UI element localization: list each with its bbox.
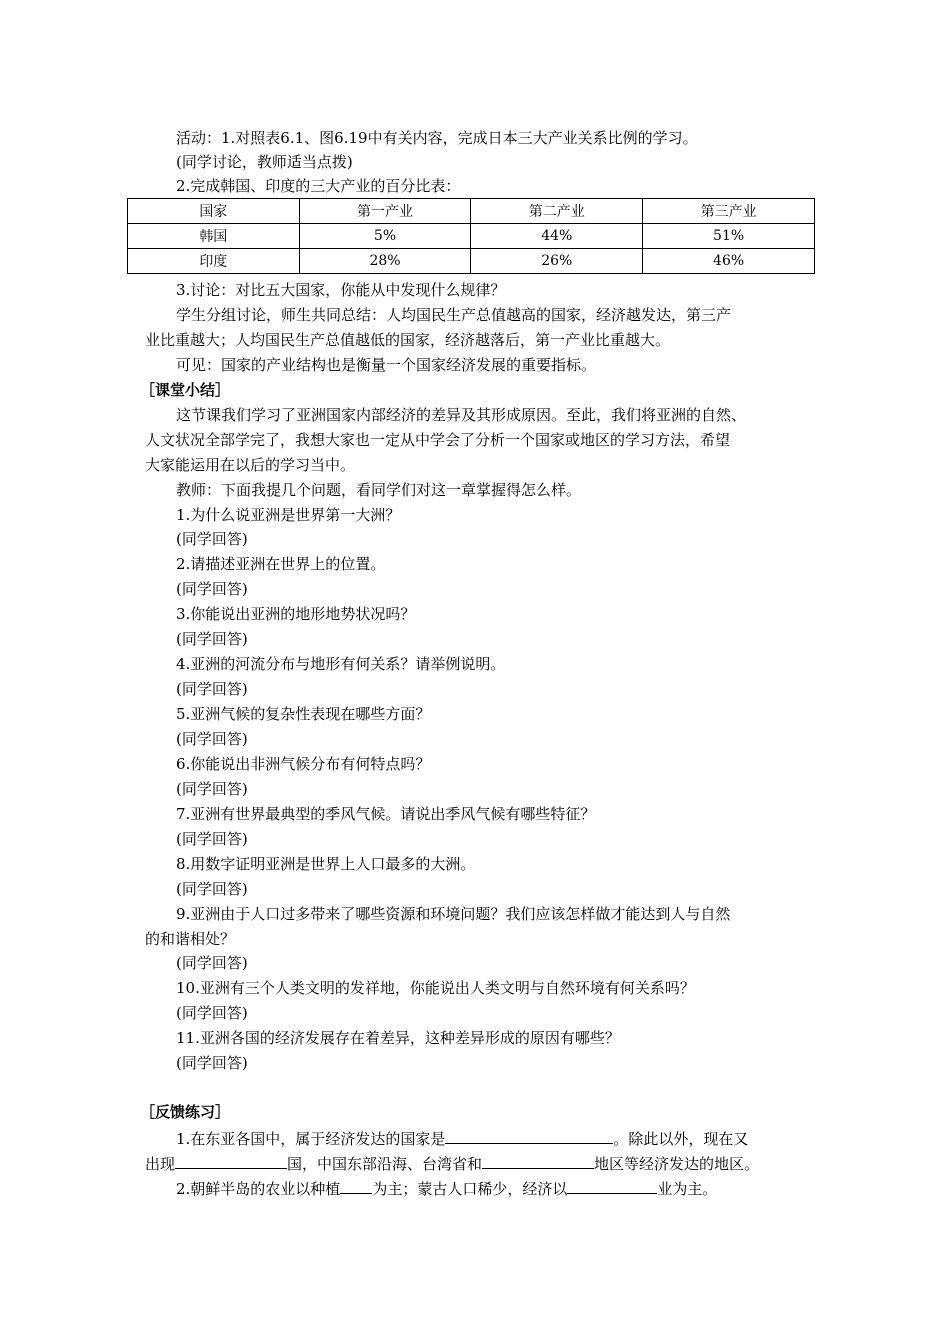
exercise-text: 为主；蒙古人口稀少，经济以 xyxy=(372,1180,568,1198)
table-header-cell: 第一产业 xyxy=(299,199,471,224)
table-cell: 5% xyxy=(299,224,471,249)
section-heading-feedback: ［反馈练习］ xyxy=(140,1103,231,1121)
table-row xyxy=(128,224,815,249)
question-6: 6.你能说出非洲气候分布有何特点吗？ xyxy=(176,755,431,773)
question-8: 8.用数字证明亚洲是世界上人口最多的大洲。 xyxy=(176,855,476,873)
student-answer: (同学回答) xyxy=(176,630,248,648)
table-header-cell: 第二产业 xyxy=(471,199,643,224)
table-cell: 51% xyxy=(643,224,815,249)
discussion-line-1: 3.讨论：对比五大国家，你能从中发现什么规律？ xyxy=(176,281,506,299)
summary-paragraph-line: 大家能运用在以后的学习当中。 xyxy=(145,456,356,474)
exercise-text: 1.在东亚各国中，属于经济发达的国家是 xyxy=(176,1130,446,1148)
student-answer: (同学回答) xyxy=(176,1054,248,1072)
question-3: 3.你能说出亚洲的地形地势状况吗？ xyxy=(176,605,416,623)
exercise-text: 2.朝鲜半岛的农业以种植 xyxy=(176,1180,341,1198)
exercise-text: 出现 xyxy=(145,1155,176,1173)
industry-percentage-table xyxy=(127,198,815,274)
table-header-cell: 国家 xyxy=(128,199,300,224)
answer-blank[interactable] xyxy=(175,1152,287,1169)
table-cell: 46% xyxy=(643,249,815,274)
summary-paragraph-line: 这节课我们学习了亚洲国家内部经济的差异及其形成原因。至此，我们将亚洲的自然、 xyxy=(176,406,747,424)
student-answer: (同学回答) xyxy=(176,530,248,548)
discussion-line-3: 业比重越大；人均国民生产总值越低的国家，经济越落后，第一产业比重越大。 xyxy=(145,331,671,349)
table-header-row xyxy=(128,199,815,224)
question-2: 2.请描述亚洲在世界上的位置。 xyxy=(176,555,386,573)
student-answer: (同学回答) xyxy=(176,580,248,598)
answer-blank[interactable] xyxy=(567,1177,657,1194)
table-row xyxy=(128,249,815,274)
question-1: 1.为什么说亚洲是世界第一大洲？ xyxy=(176,506,401,524)
question-11: 11.亚洲各国的经济发展存在着差异，这种差异形成的原因有哪些？ xyxy=(176,1029,620,1047)
discussion-line-4: 可见：国家的产业结构也是衡量一个国家经济发展的重要指标。 xyxy=(176,356,597,374)
exercise-2-line xyxy=(176,1177,717,1199)
question-9: 9.亚洲由于人口过多带来了哪些资源和环境问题？我们应该怎样做才能达到人与自然 xyxy=(176,905,731,923)
student-answer: (同学回答) xyxy=(176,1004,248,1022)
question-7: 7.亚洲有世界最典型的季风气候。请说出季风气候有哪些特征？ xyxy=(176,805,596,823)
section-heading-summary: ［课堂小结］ xyxy=(140,381,231,399)
table-cell: 韩国 xyxy=(128,224,300,249)
table-header-cell: 第三产业 xyxy=(643,199,815,224)
exercise-text: 业为主。 xyxy=(657,1180,718,1198)
exercise-text: 地区等经济发达的地区。 xyxy=(594,1155,760,1173)
exercise-text: 。除此以外，现在又 xyxy=(613,1130,749,1148)
answer-blank[interactable] xyxy=(482,1152,594,1169)
summary-paragraph-line: 人文状况全部学完了，我想大家也一定从中学会了分析一个国家或地区的学习方法，希望 xyxy=(145,431,731,449)
table-cell: 印度 xyxy=(128,249,300,274)
student-answer: (同学回答) xyxy=(176,830,248,848)
activity-line-1: 活动：1.对照表6.1、图6.19中有关内容，完成日本三大产业关系比例的学习。 xyxy=(176,129,698,147)
question-10: 10.亚洲有三个人类文明的发祥地，你能说出人类文明与自然环境有何关系吗？ xyxy=(176,979,695,997)
table-cell: 44% xyxy=(471,224,643,249)
activity-line-3: 2.完成韩国、印度的三大产业的百分比表： xyxy=(176,177,461,195)
student-answer: (同学回答) xyxy=(176,780,248,798)
student-answer: (同学回答) xyxy=(176,954,248,972)
table-cell: 28% xyxy=(299,249,471,274)
student-answer: (同学回答) xyxy=(176,680,248,698)
student-answer: (同学回答) xyxy=(176,880,248,898)
exercise-text: 国，中国东部沿海、台湾省和 xyxy=(287,1155,483,1173)
discussion-line-2: 学生分组讨论，师生共同总结：人均国民生产总值越高的国家，经济越发达，第三产 xyxy=(176,306,732,324)
exercise-1-line-2 xyxy=(145,1152,759,1174)
question-9-continued: 的和谐相处？ xyxy=(145,930,236,948)
answer-blank[interactable] xyxy=(445,1127,613,1144)
exercise-1-line-1 xyxy=(176,1127,748,1149)
question-5: 5.亚洲气候的复杂性表现在哪些方面？ xyxy=(176,705,431,723)
table-cell: 26% xyxy=(471,249,643,274)
question-4: 4.亚洲的河流分布与地形有何关系？请举例说明。 xyxy=(176,655,506,673)
answer-blank[interactable] xyxy=(340,1177,372,1194)
student-answer: (同学回答) xyxy=(176,730,248,748)
teacher-prompt: 教师：下面我提几个问题，看同学们对这一章掌握得怎么样。 xyxy=(176,481,582,499)
activity-line-2: (同学讨论，教师适当点拨) xyxy=(176,153,353,171)
